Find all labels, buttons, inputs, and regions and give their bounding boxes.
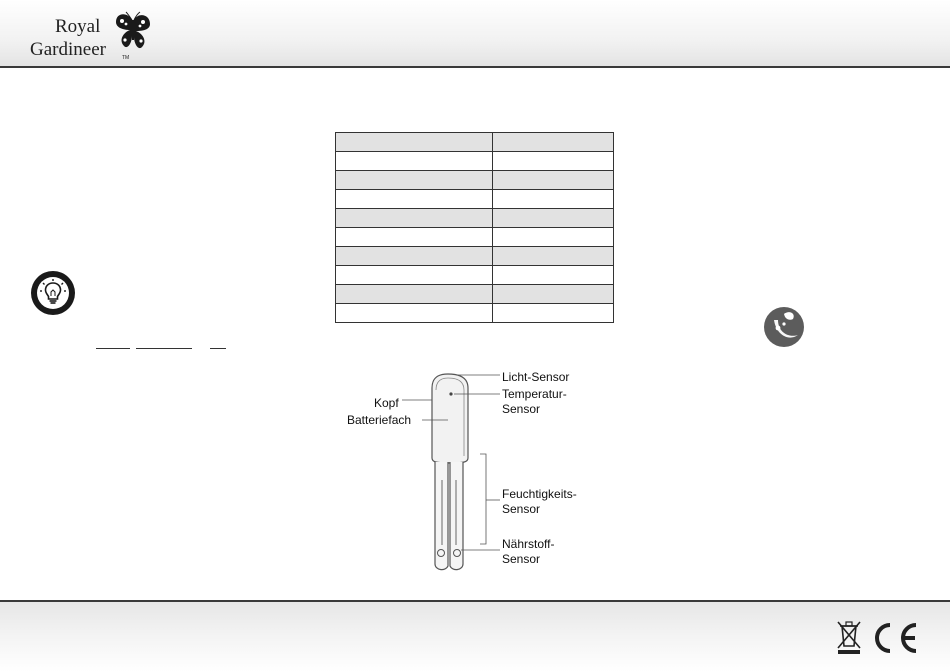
table-row <box>336 152 614 171</box>
table-row <box>336 133 614 152</box>
table-cell-value <box>493 247 614 266</box>
label-nutrient-sensor-line1: Nährstoff- <box>502 537 555 551</box>
table-cell-label <box>336 304 493 323</box>
label-moisture-sensor-line2: Sensor <box>502 502 541 516</box>
brand-logo <box>30 10 160 65</box>
page-header <box>0 0 950 68</box>
label-light-sensor: Licht-Sensor <box>502 370 570 384</box>
table-row <box>336 190 614 209</box>
table-cell-value <box>493 133 614 152</box>
table-cell-value <box>493 209 614 228</box>
table-cell-label <box>336 209 493 228</box>
app-icon <box>762 304 806 348</box>
table-cell-value <box>493 285 614 304</box>
table-cell-label <box>336 171 493 190</box>
label-temperature-sensor-line2: Sensor <box>502 402 541 416</box>
table-row <box>336 304 614 323</box>
table-row <box>336 171 614 190</box>
butterfly-logo-icon <box>110 10 154 54</box>
label-temperature-sensor-line1: Temperatur- <box>502 387 567 401</box>
label-nutrient-sensor-line2: Sensor <box>502 552 541 566</box>
label-moisture-sensor-line1: Feuchtigkeits- <box>502 487 577 501</box>
table-cell-value <box>493 304 614 323</box>
sensor-drawing <box>330 360 620 580</box>
table-row <box>336 266 614 285</box>
table-cell-label <box>336 133 493 152</box>
weee-bin-icon <box>836 620 862 654</box>
redacted-underline-links <box>96 348 236 350</box>
table-cell-value <box>493 228 614 247</box>
table-cell-value <box>493 266 614 285</box>
underline-segment <box>96 348 130 349</box>
table-cell-label <box>336 228 493 247</box>
table-cell-label <box>336 247 493 266</box>
logo-text-gardineer: Gardineer <box>30 39 106 60</box>
spec-table <box>335 132 614 323</box>
logo-text-royal: Royal <box>55 16 101 37</box>
table-cell-label <box>336 266 493 285</box>
table-cell-label <box>336 190 493 209</box>
label-head: Kopf <box>374 396 399 410</box>
table-cell-label <box>336 285 493 304</box>
table-row <box>336 228 614 247</box>
table-cell-label <box>336 152 493 171</box>
table-cell-value <box>493 190 614 209</box>
underline-segment <box>136 348 192 349</box>
table-row <box>336 209 614 228</box>
table-cell-value <box>493 171 614 190</box>
ce-mark-icon <box>870 622 920 654</box>
table-cell-value <box>493 152 614 171</box>
label-battery-compartment: Batteriefach <box>347 413 412 427</box>
table-row <box>336 247 614 266</box>
table-row <box>336 285 614 304</box>
page-footer <box>0 600 950 672</box>
sensor-diagram <box>330 360 620 580</box>
underline-segment <box>210 348 226 349</box>
logo-trademark: TM <box>122 55 130 61</box>
lightbulb-tip-icon <box>30 270 76 316</box>
